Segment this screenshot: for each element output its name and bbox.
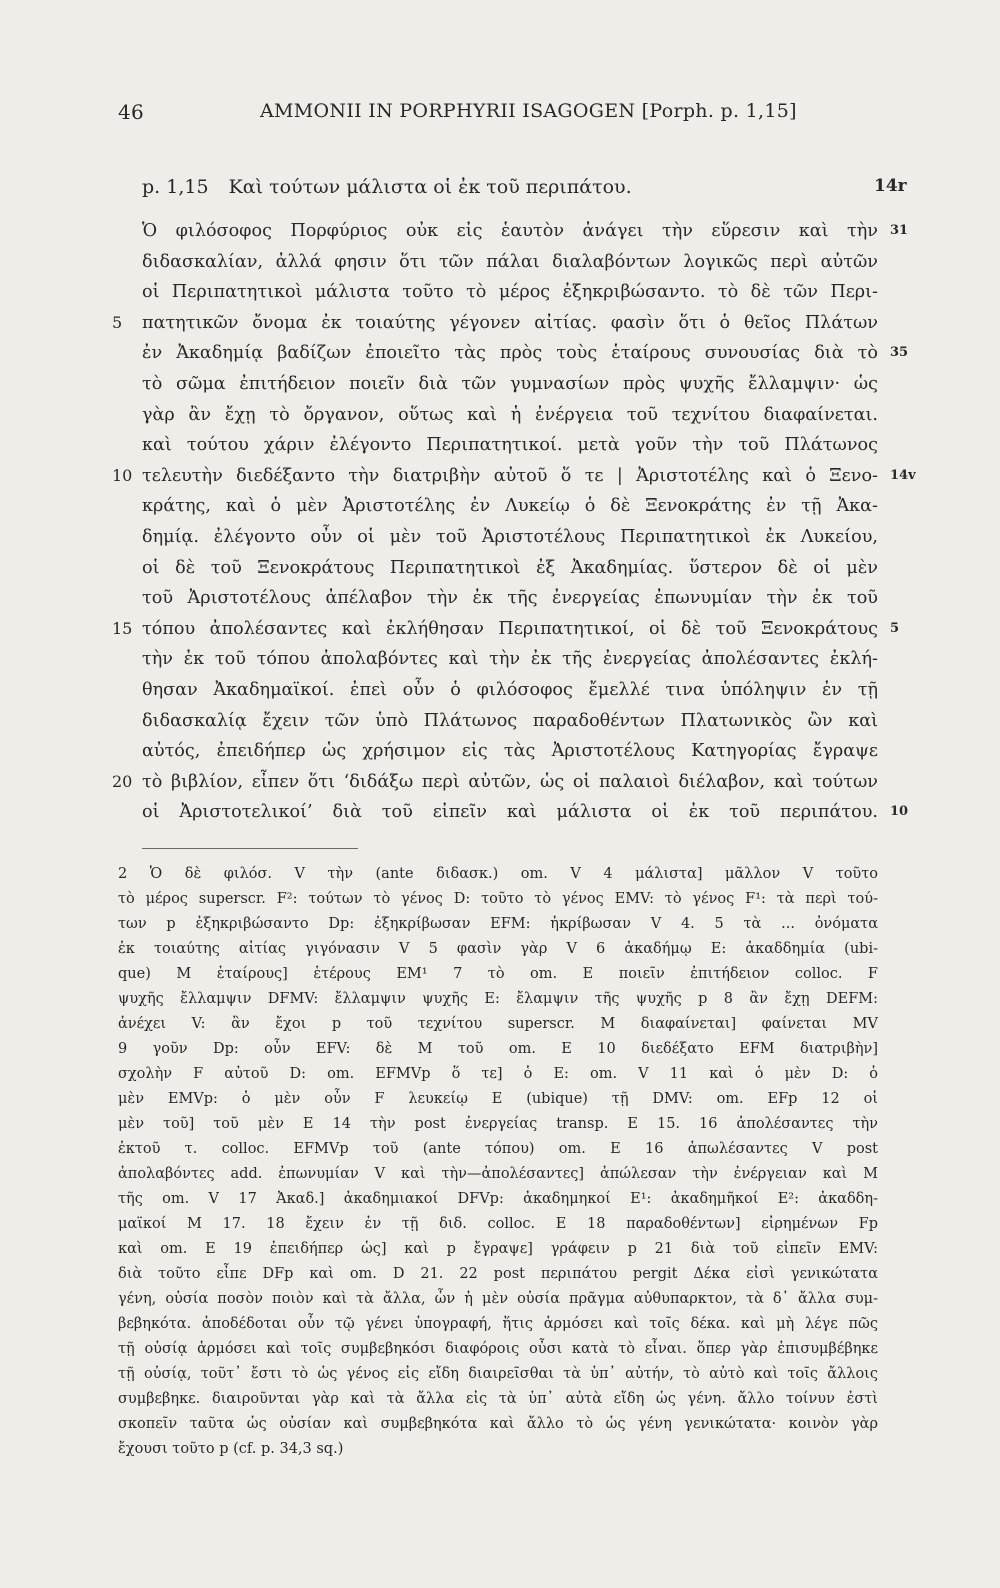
line-number: 5 [112,312,123,332]
text-line [142,430,878,461]
apparatus-line: ἔχουσι τοῦτο p (cf. p. 34,3 sq.) [118,1441,344,1457]
line-text: τὴν ἐκ τοῦ τόπου ἀπολαβόντες καὶ τὴν ἐκ τῆς ἐνεργείας ἀπολέσαντες ἐκλή- [142,649,878,670]
line-text: Ὁ φιλόσοφος Πορφύριος οὐκ εἰς ἑαυτὸν ἀνάγει τὴν εὕρεσιν καὶ τὴν [142,221,878,241]
line-text: θησαν Ἀκαδημαϊκοί. ἐπεὶ οὖν ὁ φιλόσοφος ἔμελλέ τινα ὑπόληψιν ἐν τῇ [142,679,878,700]
text-line [112,308,878,339]
line-number: 10 [112,465,133,485]
text-line [142,644,878,675]
text-line [142,216,909,247]
apparatus-line: 2 Ὁ δὲ φιλόσ. V τὴν (ante διδασκ.) om. V 4 μάλιστα] μᾶλλον V τοῦτο [118,866,878,882]
running-head: AMMONII IN PORPHYRII ISAGOGEN [Porph. p. 1,15] [260,100,797,122]
text-line [142,797,909,828]
footnote-divider [142,848,358,849]
lemma-text: Καὶ τούτων μάλιστα οἱ ἐκ τοῦ περιπάτου. [228,176,632,198]
text-line [142,247,878,278]
lemma-heading [142,176,907,198]
text-line [112,767,878,798]
apparatus-line: διὰ τοῦτο εἶπε DFp καὶ om. D 21. 22 post περιπάτου pergit Δέκα εἰσὶ γενικώτατα [118,1266,878,1282]
apparatus-line: τῇ οὐσίᾳ ἁρμόσει καὶ τοῖς συμβεβηκόσι διαφόροις οὖσι κατὰ τὸ εἶναι. ὅπερ γὰρ ἐπισυμβέβηκε [118,1341,878,1357]
line-text: δημίᾳ. ἐλέγοντο οὖν οἱ μὲν τοῦ Ἀριστοτέλους Περιπατητικοὶ ἐκ Λυκείου, [142,526,878,547]
line-text: ἐν Ἀκαδημίᾳ βαδίζων ἐποιεῖτο τὰς πρὸς τοὺς ἑταίρους συνουσίας διὰ τὸ [142,343,878,364]
apparatus-line: ἀνέχει V: ἂν ἔχοι p τοῦ τεχνίτου superscr. M διαφαίνεται] φαίνεται MV [118,1016,878,1032]
apparatus-line: τῇ οὐσίᾳ, τοῦτ᾽ ἔστι τὸ ὡς γένος εἰς εἴδη διαιρεῖσθαι τὰ ὑπ᾽ αὐτήν, τὸ αὐτὸ καὶ τοῖς ἄλλοις [118,1366,878,1382]
page-number: 46 [118,100,145,124]
line-text: πατητικῶν ὄνομα ἐκ τοιαύτης γέγονεν αἰτίας. φασὶν ὅτι ὁ θεῖος Πλάτων [142,312,878,333]
text-line [142,369,878,400]
line-text: οἱ Περιπατητικοὶ μάλιστα τοῦτο τὸ μέρος ἐξηκριβώσαντο. τὸ δὲ τῶν Περι- [142,282,878,303]
margin-number: 5 [890,620,900,636]
apparatus-line: μὲν EMVp: ὁ μὲν οὖν F λευκείῳ E (ubique) τῇ DMV: om. EFp 12 οἱ [118,1091,878,1107]
apparatus-line: σκοπεῖν ταῦτα ὡς οὐσίαν καὶ συμβεβηκότα καὶ ἄλλο τὸ ὡς γένη γενικώτατα· κοινὸν γὰρ [118,1416,878,1432]
text-line [142,553,878,584]
main-text [112,216,916,828]
line-text: γὰρ ἂν ἔχῃ τὸ ὄργανον, οὕτως καὶ ἡ ἐνέργεια τοῦ τεχνίτου διαφαίνεται. [142,404,878,425]
line-text: καὶ τούτου χάριν ἐλέγοντο Περιπατητικοί. μετὰ γοῦν τὴν τοῦ Πλάτωνος [142,435,878,456]
line-number: 15 [112,618,133,638]
apparatus-line: que) M ἑταίρους] ἑτέρους EM¹ 7 τὸ om. E ποιεῖν ἐπιτήδειον colloc. F [118,966,878,982]
text-line [142,338,909,369]
text-line [112,461,916,492]
line-text: τοῦ Ἀριστοτέλους ἀπέλαβον τὴν ἐκ τῆς ἐνεργείας ἐπωνυμίαν τὴν ἐκ τοῦ [142,588,878,609]
text-line [142,277,878,308]
margin-number: 35 [890,345,909,361]
text-line [142,583,878,614]
text-line [112,614,900,645]
line-text: τόπου ἀπολέσαντες καὶ ἐκλήθησαν Περιπατητικοί, οἱ δὲ τοῦ Ξενοκράτους [142,618,878,639]
apparatus-line: τῆς om. V 17 Ἀκαδ.] ἀκαδημιακοί DFVp: ἀκαδημηκοί E¹: ἀκαδημῆκοί E²: ἀκαδδη- [118,1191,878,1207]
text-line [142,400,878,431]
text-line [142,675,878,706]
text-line [142,736,878,767]
line-text: κράτης, καὶ ὁ μὲν Ἀριστοτέλης ἐν Λυκείῳ ὁ δὲ Ξενοκράτης ἐν τῇ Ἀκα- [142,496,878,517]
lemma-reference: p. 1,15 [142,176,209,198]
line-text: οἱ Ἀριστοτελικοί’ διὰ τοῦ εἰπεῖν καὶ μάλιστα οἱ ἐκ τοῦ περιπάτου. [142,802,878,823]
margin-number: 10 [890,804,909,820]
margin-number: 31 [890,223,909,238]
apparatus-line: συμβεβηκε. διαιροῦνται γὰρ καὶ τὰ ἄλλα εἰς τὰ ὑπ᾽ αὐτὰ εἴδη ὡς γένη. ἄλλο τοίνυν ἐστὶ [118,1391,878,1407]
apparatus-line: ἐκτοῦ τ. colloc. EFMVp τοῦ (ante τόπου) om. E 16 ἀπωλέσαντες V post [118,1141,878,1157]
apparatus-line: σχολὴν F αὐτοῦ D: om. EFMVp ὅ τε] ὁ E: om. V 11 καὶ ὁ μὲν D: ὁ [118,1066,878,1082]
apparatus-line: ἀπολαβόντες add. ἐπωνυμίαν V καὶ τὴν—ἀπολέσαντες] ἀπώλεσαν τὴν ἐνέργειαν καὶ M [118,1166,878,1182]
apparatus-line: ἐκ τοιαύτης αἰτίας γιγόνασιν V 5 φασὶν γὰρ V 6 ἀκαδήμῳ E: ἀκαδδημία (ubi- [118,941,878,957]
line-text: αὐτός, ἐπειδήπερ ὡς χρήσιμον εἰς τὰς Ἀριστοτέλους Κατηγορίας ἔγραψε [142,741,878,762]
apparatus-line: 9 γοῦν Dp: οὖν EFV: δὲ M τοῦ om. E 10 διεδέξατο EFM διατριβὴν] [118,1041,878,1057]
margin-number: 14v [890,467,916,483]
line-text: τελευτὴν διεδέξαντο τὴν διατριβὴν αὐτοῦ ὅ τε | Ἀριστοτέλης καὶ ὁ Ξενο- [142,465,878,486]
text-line [142,522,878,553]
text-line [142,706,878,737]
apparatus-line: τὸ μέρος superscr. F²: τούτων τὸ γένος D: τοῦτο τὸ γένος EMV: τὸ γένος F¹: τὰ περὶ τού- [118,891,878,907]
line-text: τὸ βιβλίον, εἶπεν ὅτι ‘διδάξω περὶ αὐτῶν, ὡς οἱ παλαιοὶ διέλαβον, καὶ τούτων [142,771,878,792]
apparatus-line: μὲν τοῦ] τοῦ μὲν E 14 τὴν post ἐνεργείας transp. E 15. 16 ἀπολέσαντες τὴν [118,1116,878,1132]
line-text: οἱ δὲ τοῦ Ξενοκράτους Περιπατητικοὶ ἐξ Ἀκαδημίας. ὕστερον δὲ οἱ μὲν [142,557,878,578]
line-number: 20 [112,771,133,791]
critical-apparatus [118,862,878,1462]
apparatus-line: καὶ om. E 19 ἐπειδήπερ ὡς] καὶ p ἔγραψε] γράφειν p 21 διὰ τοῦ εἰπεῖν EMV: [118,1241,878,1257]
line-text: διδασκαλίᾳ ἔχειν τῶν ὑπὸ Πλάτωνος παραδοθέντων Πλατωνικὸς ὢν καὶ [142,710,878,731]
apparatus-line: βεβηκότα. ἀποδέδοται οὖν τῷ γένει ὑπογραφή, ἥτις ἁρμόσει καὶ τοῖς δέκα. καὶ μὴ λέγε πῶς [118,1316,878,1332]
folio-mark: 14r [874,176,907,196]
apparatus-line: των p ἐξηκριβώσαντο Dp: ἐξηκρίβωσαν EFM: ἠκρίβωσαν V 4. 5 τὰ ... ὀνόματα [118,916,878,932]
line-text: διδασκαλίαν, ἀλλά φησιν ὅτι τῶν πάλαι διαλαβόντων λογικῶς περὶ αὐτῶν [142,251,878,272]
text-line [142,491,878,522]
apparatus-line: ψυχῆς ἔλλαμψιν DFMV: ἔλλαμψιν ψυχῆς E: ἔλαμψιν τῆς ψυχῆς p 8 ἂν ἔχῃ DEFM: [118,991,878,1007]
apparatus-line: γένη, οὐσία ποσὸν ποιὸν καὶ τὰ ἄλλα, ὧν ἡ μὲν οὐσία πρᾶγμα αὐθυπαρκτον, τὰ δ᾽ ἄλλα συμ- [118,1291,878,1307]
line-text: τὸ σῶμα ἐπιτήδειον ποιεῖν διὰ τῶν γυμνασίων πρὸς ψυχῆς ἔλλαμψιν· ὡς [142,373,878,394]
apparatus-line: μαϊκοί M 17. 18 ἔχειν ἐν τῇ διδ. colloc. E 18 παραδοθέντων] εἰρημένων Fp [118,1216,878,1232]
